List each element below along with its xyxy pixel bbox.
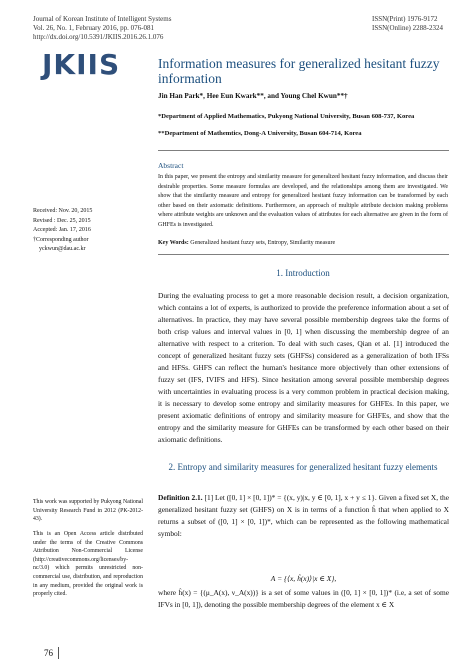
- page-number: 76: [44, 648, 53, 658]
- definition-label: Definition 2.1.: [158, 493, 203, 502]
- abstract-text: In this paper, we present the entropy and similarity measure for generalized hesitant fuzzy information, and discuss their desirable properties. Some measure formulas are developed, and the relationships among them are investigated. We show that the similarity measure and entropy for generalized hesitant fuzzy information can be transformed by each other based on their axiomatic definitions. Furthermore, an approach of multiple attribute decision making problems where attribute weights are unknown and the evaluation values of attributes for each alternative are given in the form of GHFEs is investigated.: [158, 174, 448, 228]
- definition-continuation: where ĥ(x) = {(μ_A(x), ν_A(x))} is a set of some values in ([0, 1] × [0, 1])* (i.e, a set of some IFVs in [0, 1]), denoting the possible membership degrees of the element x ∈ X: [158, 588, 449, 609]
- issn-online: ISSN(Online) 2288-2324: [372, 24, 443, 32]
- revised-date: Revised : Dec. 25, 2015: [33, 217, 91, 224]
- section-2-heading: 2. Entropy and similarity measures for generalized hesitant fuzzy elements: [168, 462, 438, 472]
- accepted-date: Accepted: Jan. 17, 2016: [33, 227, 91, 233]
- journal-name: Journal of Korean Institute of Intelligent Systems: [33, 15, 172, 23]
- license-note: This is an Open Access article distributed under the terms of the Creative Commons Attribution Non-Commercial License (http://creativecommons.org/licenses/by-nc/3.0) which permits unrestricted non-commercial use, distribution, and reproduction in any medium, provided the original work is properly cited.: [33, 531, 143, 598]
- corresponding-label: †Corresponding author: [33, 236, 89, 243]
- affiliation-2: **Department of Mathemtics, Dong-A University, Busan 604-714, Korea: [158, 130, 362, 137]
- abstract-top-rule: [158, 150, 449, 151]
- definition-text: [1] Let ([0, 1] × [0, 1])* = {(x, y)|x, y ∈ [0, 1], x + y ≤ 1}. Given a fixed set X, the generalized hesitant fuzzy set (GHFS) on X is in terms of a function ĥ that when applied to X returns a subset of ([0, 1] × [0, 1])*, which can be represented as the following mathematical symbol:: [158, 493, 449, 538]
- definition-2-1: [158, 492, 449, 540]
- article-authors: Jin Han Park*, Hee Eun Kwark**, and Young Chel Kwun**†: [158, 92, 348, 100]
- section-1-heading: 1. Introduction: [276, 268, 330, 278]
- abstract-heading: Abstract: [158, 161, 184, 170]
- keywords: [158, 240, 448, 246]
- issn-block: [372, 15, 472, 33]
- issn-print: ISSN(Print) 1976-9172: [372, 15, 438, 23]
- keywords-list: Generalized hesitant fuzzy sets, Entropy, Similarity measure: [190, 240, 336, 246]
- article-dates: [33, 207, 143, 255]
- affiliation-1: *Department of Applied Mathematics, Pukyong National University, Busan 608-737, Korea: [158, 113, 415, 120]
- journal-logo: JKIIS: [42, 48, 121, 81]
- received-date: Received: Nov. 20, 2015: [33, 208, 93, 214]
- journal-doi[interactable]: http://dx.doi.org/10.5391/JKIIS.2016.26.1.076: [33, 33, 164, 41]
- funding-note: This work was supported by Pukyong National University Research Fund in 2012 (PK-2012-43).: [33, 499, 143, 523]
- abstract-bottom-rule: [158, 254, 449, 255]
- page-number-divider: [58, 647, 59, 659]
- keywords-label: Key Words:: [158, 240, 189, 246]
- ghfs-formula: A = {⟨x, ĥ(x)⟩|x ∈ X},: [270, 574, 337, 583]
- corresponding-email[interactable]: yckwun@dau.ac.kr: [39, 246, 86, 252]
- journal-header: [33, 15, 273, 42]
- journal-volume: Vol. 26, No. 1, February 2016, pp. 076-081: [33, 24, 155, 32]
- introduction-text: During the evaluating process to get a more reasonable decision result, a decision organization, which contains a lot of experts, is authorized to provide the preference information about a set of alternatives. In practice, they may have several possible membership degrees take the forms of both crisp values and interval values in [0, 1] when discussing the membership degree of an alternative with respect to a criterion. To deal with such cases, Qian et al. [1] introduced the concept of generalized hesitant fuzzy sets (GHFSs) considered as a generalization of both IFSs and HFSs. GHFS can reflect the human's hesitance more objectively than other extensions of fuzzy set (IFS, IVIFS and HFS). Since hesitation among several possible membership degrees with uncertainties in evaluating process is a very common problem in practical decision making, it is necessary to develop some entropy and similarity measures for GHFEs. In this paper, we present axiomatic definitions of entropy and similarity measure for GHFEs, and show that the entropy and the similarity measure for GHFEs can be transformed by each other based on their axiomatic definitions.: [158, 291, 449, 444]
- article-title: Information measures for generalized hesitant fuzzy information: [158, 56, 440, 86]
